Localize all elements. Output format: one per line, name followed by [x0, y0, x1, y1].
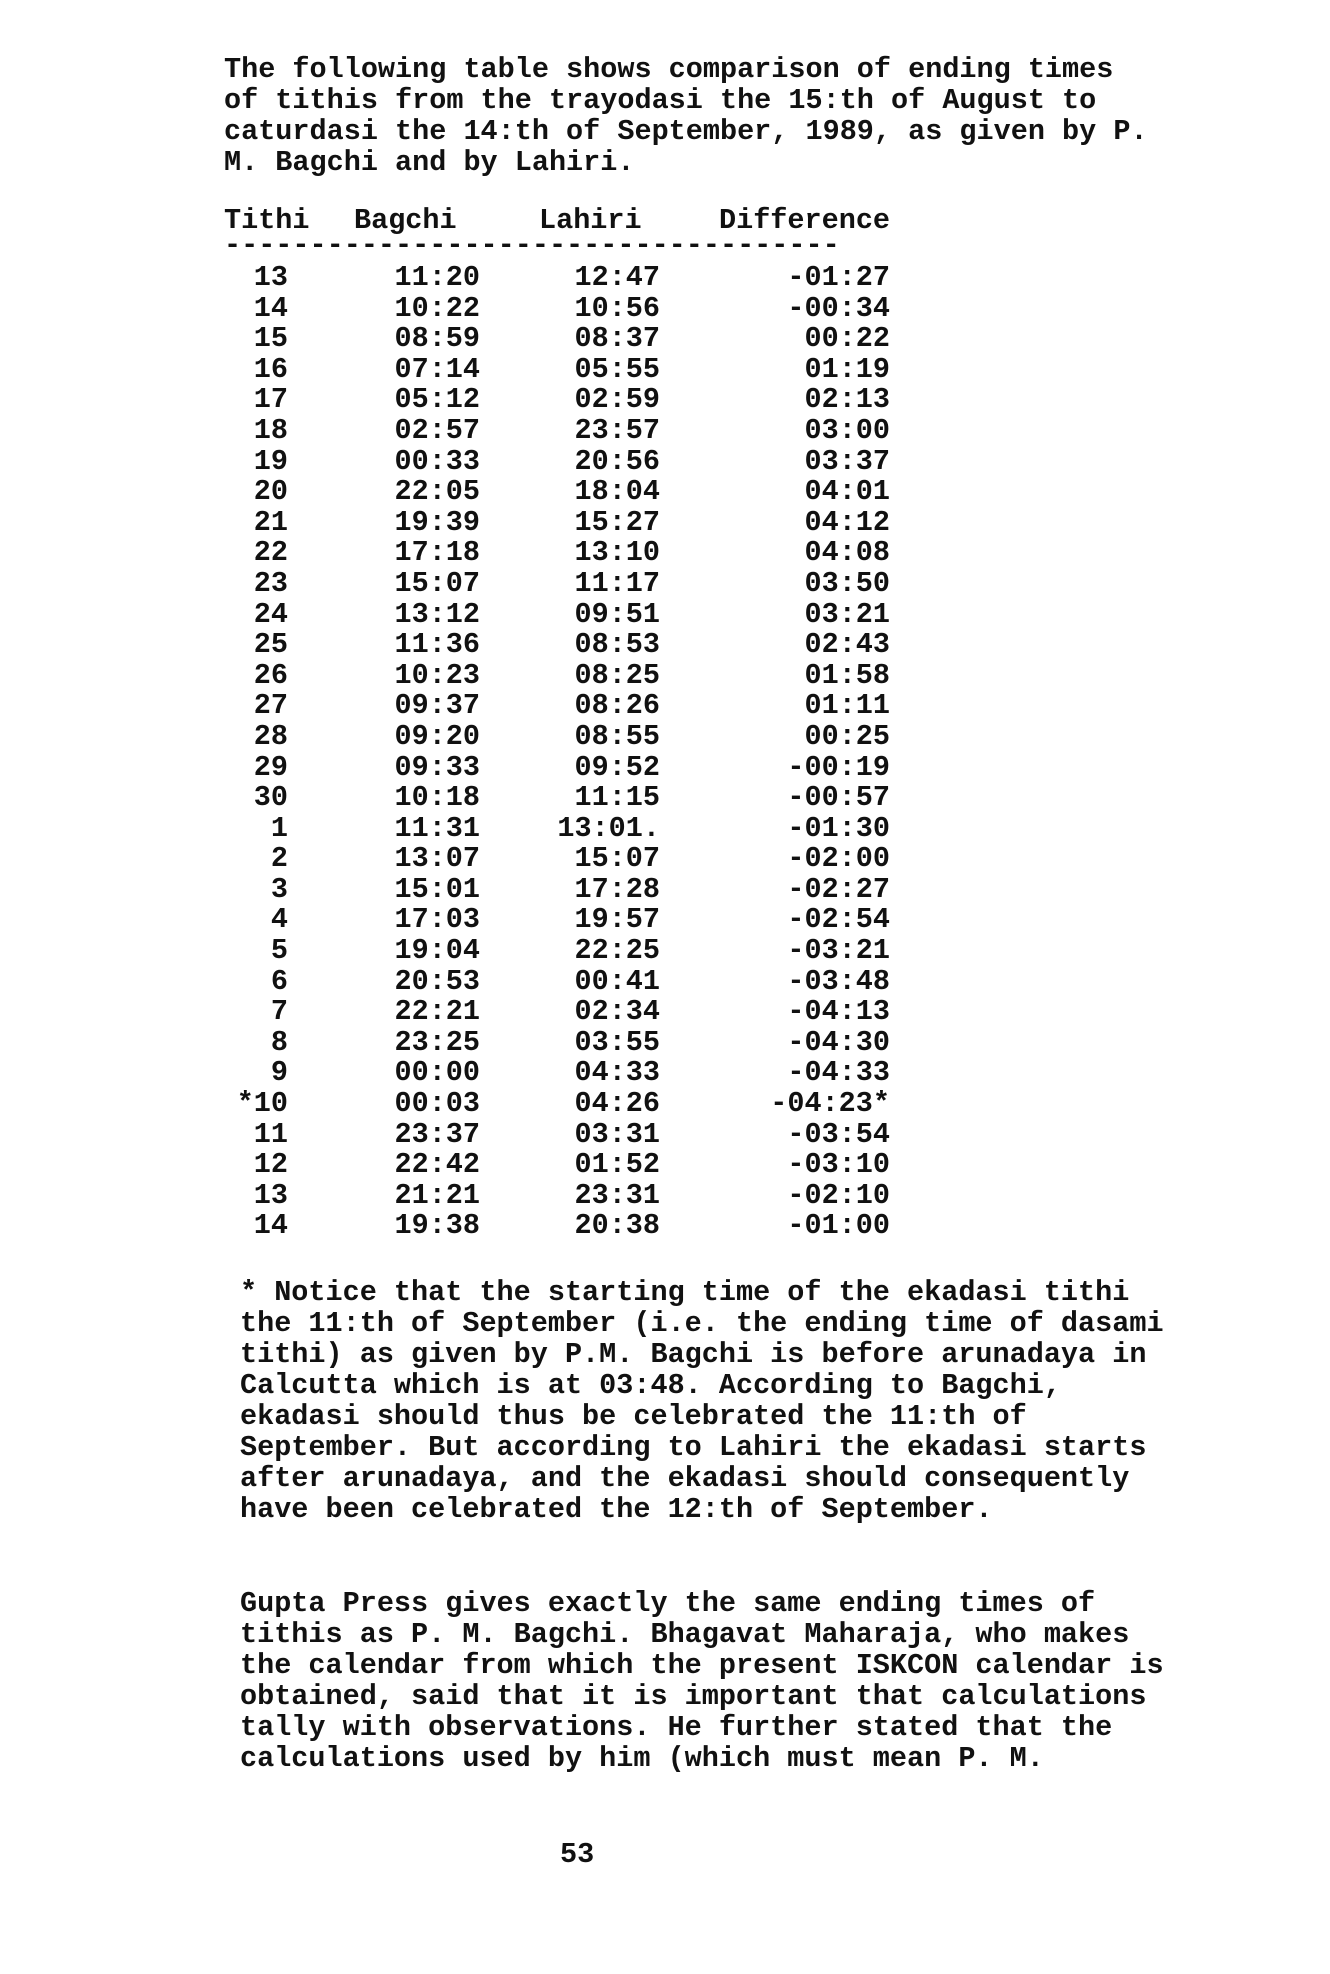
- table-row: [224, 1058, 924, 1089]
- table-row: [224, 905, 924, 936]
- cell-lahiri: 00:41: [574, 964, 660, 998]
- cell-tithi: 1: [270, 811, 288, 845]
- cell-bagchi: 17:03: [394, 903, 480, 937]
- cell-tithi: 29: [253, 750, 288, 784]
- cell-lahiri: 13:10: [574, 536, 660, 570]
- table-row: [224, 964, 924, 998]
- cell-tithi: 19: [253, 444, 288, 478]
- note-line: * Notice that the starting time of the ekadasi tithi: [240, 1276, 1130, 1309]
- cell-lahiri: 12:47: [574, 261, 660, 294]
- cell-bagchi: 22:42: [394, 1148, 480, 1182]
- gupta-line: tithis as P. M. Bagchi. Bhagavat Maharaja, who makes: [240, 1618, 1130, 1651]
- cell-difference: 02:43: [804, 628, 890, 662]
- cell-lahiri: 20:56: [574, 444, 660, 478]
- cell-lahiri: 08:53: [574, 628, 660, 662]
- cell-lahiri: 03:55: [574, 1025, 660, 1059]
- cell-bagchi: 17:18: [394, 536, 480, 570]
- cell-tithi: 24: [253, 597, 288, 631]
- cell-bagchi: 19:04: [394, 934, 480, 968]
- note-line: September. But according to Lahiri the ekadasi starts: [240, 1431, 1147, 1464]
- cell-bagchi: 09:20: [394, 719, 480, 753]
- cell-difference: -00:34: [787, 291, 890, 325]
- cell-lahiri: 08:26: [574, 689, 660, 723]
- table-row: [224, 1025, 924, 1059]
- cell-tithi: 27: [253, 689, 288, 723]
- table-row: [224, 1117, 924, 1151]
- cell-tithi: 17: [253, 383, 288, 417]
- cell-lahiri: 08:37: [574, 322, 660, 356]
- table-row: [224, 1211, 924, 1242]
- cell-lahiri: 23:31: [574, 1178, 660, 1212]
- cell-difference: 03:00: [804, 413, 890, 447]
- cell-tithi: 15: [253, 322, 288, 356]
- table-row: [224, 811, 924, 845]
- cell-tithi: 28: [253, 719, 288, 753]
- cell-bagchi: 10:18: [394, 781, 480, 815]
- cell-tithi: 12: [253, 1148, 288, 1182]
- table-row: [224, 505, 924, 539]
- cell-bagchi: 13:07: [394, 842, 480, 876]
- intro-line: The following table shows comparison of ending times: [224, 53, 1114, 86]
- table-row: [224, 1150, 924, 1181]
- cell-tithi: 30: [253, 781, 288, 815]
- gupta-press-paragraph: [240, 1588, 1164, 1774]
- cell-bagchi: 20:53: [394, 964, 480, 998]
- cell-bagchi: 11:20: [394, 261, 480, 294]
- cell-difference: 04:01: [804, 475, 890, 509]
- cell-lahiri: 09:52: [574, 750, 660, 784]
- cell-lahiri: 19:57: [574, 903, 660, 937]
- table-row: [224, 691, 924, 722]
- cell-lahiri: 11:15: [574, 781, 660, 815]
- cell-difference: -04:23*: [770, 1087, 890, 1121]
- cell-difference: 01:19: [804, 352, 890, 386]
- gupta-line: calculations used by him (which must mean P. M.: [240, 1742, 1044, 1775]
- cell-difference: -03:10: [787, 1148, 890, 1182]
- note-line: after arunadaya, and the ekadasi should consequently: [240, 1462, 1130, 1495]
- note-line: the 11:th of September (i.e. the ending time of dasami: [240, 1307, 1164, 1340]
- cell-lahiri: 11:17: [574, 566, 660, 600]
- table-row: [224, 750, 924, 784]
- cell-lahiri: 18:04: [574, 475, 660, 509]
- cell-tithi: 22: [253, 536, 288, 570]
- cell-bagchi: 05:12: [394, 383, 480, 417]
- cell-bagchi: 00:33: [394, 444, 480, 478]
- table-row: [224, 658, 924, 692]
- table-row: [224, 538, 924, 569]
- cell-bagchi: 02:57: [394, 413, 480, 447]
- cell-difference: 00:22: [804, 322, 890, 356]
- intro-line: of tithis from the trayodasi the 15:th of August to: [224, 84, 1097, 117]
- header-bagchi: Bagchi: [354, 204, 457, 237]
- cell-bagchi: 11:36: [394, 628, 480, 662]
- cell-tithi: 3: [270, 872, 288, 906]
- table-row: [224, 477, 924, 508]
- header-difference: Difference: [719, 204, 891, 237]
- cell-tithi: 25: [253, 628, 288, 662]
- cell-tithi: 14: [253, 1209, 288, 1243]
- header-lahiri: Lahiri: [539, 204, 642, 237]
- table-row: [224, 263, 924, 294]
- page-number: 53: [560, 1838, 595, 1871]
- cell-lahiri: 15:27: [574, 505, 660, 539]
- table-body: [224, 263, 924, 1242]
- table-row: [224, 719, 924, 753]
- note-line: tithi) as given by P.M. Bagchi is before arunadaya in: [240, 1338, 1147, 1371]
- table-row: [224, 630, 924, 661]
- cell-difference: 03:21: [804, 597, 890, 631]
- cell-difference: -03:21: [787, 934, 890, 968]
- cell-difference: -04:33: [787, 1056, 890, 1090]
- cell-lahiri: 03:31: [574, 1117, 660, 1151]
- cell-bagchi: 00:00: [394, 1056, 480, 1090]
- cell-bagchi: 10:23: [394, 658, 480, 692]
- cell-bagchi: 13:12: [394, 597, 480, 631]
- cell-tithi: 4: [270, 903, 288, 937]
- cell-lahiri: 23:57: [574, 413, 660, 447]
- cell-difference: 03:37: [804, 444, 890, 478]
- cell-tithi: 13: [253, 261, 288, 294]
- cell-lahiri: 02:34: [574, 995, 660, 1029]
- table-row: [224, 385, 924, 416]
- cell-tithi: 5: [270, 934, 288, 968]
- cell-lahiri: 15:07: [574, 842, 660, 876]
- table-row: [224, 597, 924, 631]
- cell-lahiri: 08:25: [574, 658, 660, 692]
- cell-difference: 04:08: [804, 536, 890, 570]
- cell-difference: -04:13: [787, 995, 890, 1029]
- gupta-line: the calendar from which the present ISKCON calendar is: [240, 1649, 1164, 1682]
- table-row: [224, 352, 924, 386]
- cell-bagchi: 10:22: [394, 291, 480, 325]
- note-line: have been celebrated the 12:th of September.: [240, 1493, 993, 1526]
- cell-bagchi: 00:03: [394, 1087, 480, 1121]
- table-row: [224, 844, 924, 875]
- cell-difference: 01:58: [804, 658, 890, 692]
- table-row: [224, 872, 924, 906]
- table-row: [224, 566, 924, 600]
- table-row: [224, 444, 924, 478]
- cell-difference: 00:25: [804, 719, 890, 753]
- table-row: [224, 783, 924, 814]
- cell-tithi: 8: [270, 1025, 288, 1059]
- cell-bagchi: 22:21: [394, 995, 480, 1029]
- header-tithi: Tithi: [224, 204, 310, 237]
- cell-tithi: *10: [236, 1087, 288, 1121]
- intro-line: M. Bagchi and by Lahiri.: [224, 146, 635, 179]
- cell-bagchi: 15:07: [394, 566, 480, 600]
- table-row: [224, 1089, 924, 1120]
- cell-bagchi: 09:37: [394, 689, 480, 723]
- cell-difference: 03:50: [804, 566, 890, 600]
- cell-bagchi: 15:01: [394, 872, 480, 906]
- cell-bagchi: 09:33: [394, 750, 480, 784]
- cell-tithi: 9: [270, 1056, 288, 1090]
- table-row: [224, 291, 924, 325]
- cell-difference: -02:54: [787, 903, 890, 937]
- cell-tithi: 7: [270, 995, 288, 1029]
- cell-difference: -03:54: [787, 1117, 890, 1151]
- cell-lahiri: 01:52: [574, 1148, 660, 1182]
- cell-tithi: 20: [253, 475, 288, 509]
- cell-difference: -01:30: [787, 811, 890, 845]
- cell-bagchi: 23:25: [394, 1025, 480, 1059]
- tithi-comparison-table: [224, 204, 891, 1243]
- note-line: Calcutta which is at 03:48. According to Bagchi,: [240, 1369, 1061, 1402]
- cell-tithi: 14: [253, 291, 288, 325]
- footnote-paragraph: [240, 1277, 1164, 1525]
- cell-difference: 01:11: [804, 689, 890, 723]
- cell-difference: -00:57: [787, 781, 890, 815]
- cell-lahiri: 05:55: [574, 352, 660, 386]
- cell-lahiri: 13:01.: [557, 811, 660, 845]
- cell-difference: -02:10: [787, 1178, 890, 1212]
- cell-difference: -00:19: [787, 750, 890, 784]
- cell-lahiri: 20:38: [574, 1209, 660, 1243]
- cell-tithi: 16: [253, 352, 288, 386]
- cell-bagchi: 21:21: [394, 1178, 480, 1212]
- gupta-line: obtained, said that it is important that calculations: [240, 1680, 1147, 1713]
- cell-tithi: 21: [253, 505, 288, 539]
- cell-tithi: 18: [253, 413, 288, 447]
- cell-bagchi: 19:39: [394, 505, 480, 539]
- cell-lahiri: 04:26: [574, 1087, 660, 1121]
- table-row: [224, 413, 924, 447]
- cell-difference: 02:13: [804, 383, 890, 417]
- gupta-line: Gupta Press gives exactly the same ending times of: [240, 1587, 1096, 1620]
- cell-difference: -04:30: [787, 1025, 890, 1059]
- cell-bagchi: 22:05: [394, 475, 480, 509]
- cell-lahiri: 08:55: [574, 719, 660, 753]
- table-row: [224, 997, 924, 1028]
- cell-lahiri: 02:59: [574, 383, 660, 417]
- cell-difference: -02:27: [787, 872, 890, 906]
- cell-difference: -01:00: [787, 1209, 890, 1243]
- cell-lahiri: 22:25: [574, 934, 660, 968]
- cell-tithi: 26: [253, 658, 288, 692]
- cell-lahiri: 09:51: [574, 597, 660, 631]
- cell-tithi: 11: [253, 1117, 288, 1151]
- table-row: [224, 1178, 924, 1212]
- cell-bagchi: 11:31: [394, 811, 480, 845]
- cell-difference: -03:48: [787, 964, 890, 998]
- cell-difference: -02:00: [787, 842, 890, 876]
- cell-lahiri: 10:56: [574, 291, 660, 325]
- intro-paragraph: [224, 54, 1148, 178]
- cell-bagchi: 19:38: [394, 1209, 480, 1243]
- cell-tithi: 23: [253, 566, 288, 600]
- table-row: [224, 936, 924, 967]
- cell-bagchi: 07:14: [394, 352, 480, 386]
- header-rule: ------------------------------------: [224, 229, 840, 262]
- cell-tithi: 6: [270, 964, 288, 998]
- cell-lahiri: 04:33: [574, 1056, 660, 1090]
- cell-difference: 04:12: [804, 505, 890, 539]
- note-line: ekadasi should thus be celebrated the 11:th of: [240, 1400, 1027, 1433]
- intro-line: caturdasi the 14:th of September, 1989, as given by P.: [224, 115, 1148, 148]
- gupta-line: tally with observations. He further stated that the: [240, 1711, 1113, 1744]
- table-row: [224, 324, 924, 355]
- cell-bagchi: 23:37: [394, 1117, 480, 1151]
- cell-tithi: 2: [270, 842, 288, 876]
- cell-lahiri: 17:28: [574, 872, 660, 906]
- cell-difference: -01:27: [787, 261, 890, 294]
- cell-bagchi: 08:59: [394, 322, 480, 356]
- cell-tithi: 13: [253, 1178, 288, 1212]
